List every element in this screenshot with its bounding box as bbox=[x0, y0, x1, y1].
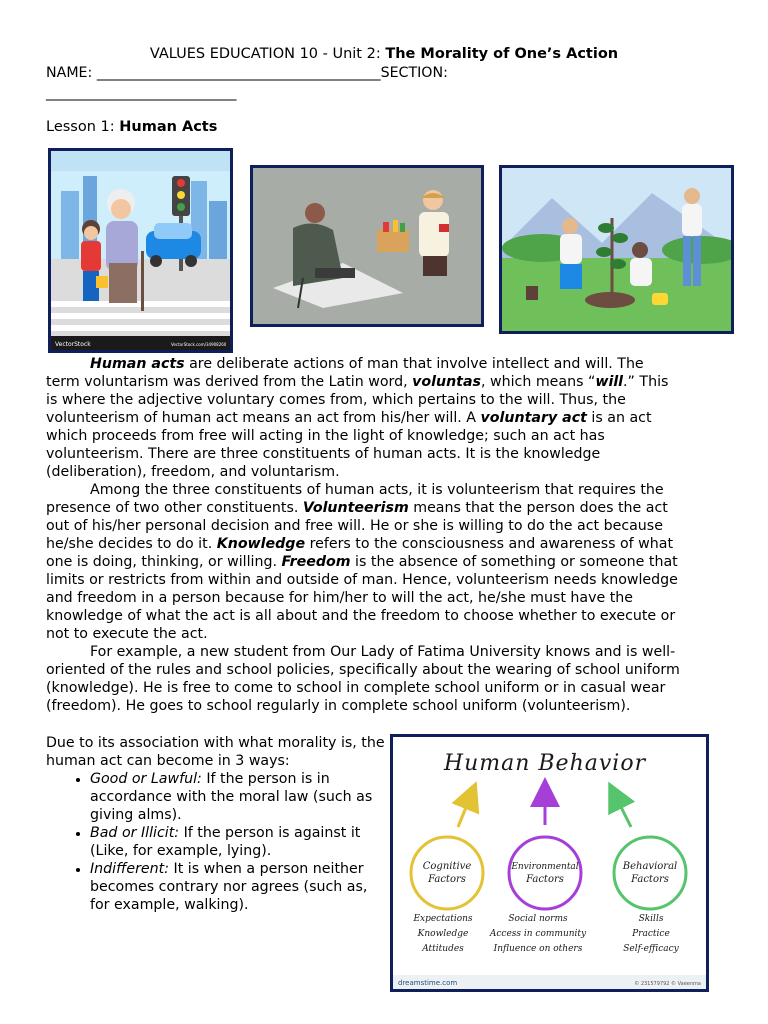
cognitive-item: Expectations bbox=[413, 914, 473, 924]
text: is the absence of something or someone that bbox=[350, 554, 678, 570]
term-knowledge: Knowledge bbox=[216, 536, 306, 552]
p3-line-2: oriented of the rules and school policies, specifically about the wearing of school uniform bbox=[46, 662, 680, 678]
text: is an act bbox=[586, 410, 652, 426]
p1-line-1 bbox=[90, 355, 644, 373]
p2-line-4 bbox=[46, 535, 673, 553]
p1-line-3: is where the adjective voluntary comes from, which pertains to the will. Thus, the bbox=[46, 392, 626, 408]
text: If the person is in accordance with the moral law (such as giving alms). bbox=[90, 771, 373, 823]
ways-section bbox=[46, 734, 391, 914]
unit-title: The Morality of One’s Action bbox=[385, 46, 619, 62]
course-label: VALUES EDUCATION 10 - Unit 2: bbox=[149, 46, 386, 62]
name-blank[interactable]: ________________________________________ bbox=[96, 65, 381, 81]
cognitive-item: Attitudes bbox=[422, 944, 464, 954]
ways-list bbox=[46, 770, 391, 914]
p2-line-3: out of his/her personal decision and free will. He or she is willing to do the act because bbox=[46, 518, 663, 534]
behavioral-item: Self-efficacy bbox=[623, 944, 679, 954]
image-giving-alms bbox=[250, 165, 484, 327]
p2-line-8: knowledge of what the act is all about and the freedom to choose whether to execute or bbox=[46, 608, 676, 624]
text: presence of two other constituents. bbox=[46, 500, 303, 516]
p2-line-7: and freedom in a person because for him/her to will the act, he/she must have the bbox=[46, 590, 634, 606]
behavioral-item: Skills bbox=[638, 914, 664, 924]
text: If the person is against it (Like, for example, lying). bbox=[90, 825, 361, 859]
text: refers to the consciousness and awareness of what bbox=[305, 536, 674, 552]
image-tree-planting bbox=[499, 165, 734, 334]
p2-line-1: Among the three constituents of human acts, it is volunteerism that requires the bbox=[90, 482, 664, 498]
environmental-label-2: Factors bbox=[526, 874, 564, 885]
term-freedom: Freedom bbox=[281, 554, 351, 570]
human-behavior-diagram bbox=[393, 737, 706, 989]
p1-line-5: which proceeds from free will acting in the light of knowledge; such an act has bbox=[46, 428, 605, 444]
ways-intro: Due to its association with what morality is, the human act can become in 3 ways: bbox=[46, 735, 385, 769]
diagram-title: Human Behavior bbox=[443, 751, 647, 776]
p1-line-7: (deliberation), freedom, and voluntarism. bbox=[46, 464, 340, 480]
cognitive-item: Knowledge bbox=[417, 929, 469, 939]
p2-line-2 bbox=[46, 499, 668, 517]
term-bad: Bad or Illicit: bbox=[90, 825, 180, 841]
list-item bbox=[90, 860, 391, 914]
text: are deliberate actions of man that involve intellect and will. The bbox=[184, 356, 644, 372]
p2-line-9: not to execute the act. bbox=[46, 626, 208, 642]
text: volunteerism of human act means an act from his/her will. A bbox=[46, 410, 481, 426]
term-good: Good or Lawful: bbox=[90, 771, 202, 787]
environmental-item: Influence on others bbox=[493, 944, 583, 954]
text: , which means “ bbox=[480, 374, 596, 390]
text: It is when a person neither becomes contrary nor agrees (such as, for example, walking). bbox=[90, 861, 368, 913]
text: he/she decides to do it. bbox=[46, 536, 217, 552]
term-human-acts: Human acts bbox=[90, 356, 185, 372]
section-blank[interactable]: ____________________________ bbox=[46, 85, 237, 101]
p1-line-4 bbox=[46, 409, 652, 427]
vectorstock-watermark: VectorStock bbox=[55, 341, 91, 348]
environmental-item: Social norms bbox=[508, 914, 568, 924]
list-item bbox=[90, 824, 391, 860]
document-title bbox=[0, 45, 768, 63]
dreamstime-watermark: dreamstime.com bbox=[398, 979, 458, 987]
behavioral-label-1: Behavioral bbox=[622, 861, 678, 872]
vectorstock-id: VectorStock.com/34908260 bbox=[171, 342, 227, 347]
text: .” This bbox=[623, 374, 669, 390]
name-line bbox=[46, 64, 448, 82]
section-label: SECTION: bbox=[380, 65, 448, 81]
term-voluntary-act: voluntary act bbox=[480, 410, 587, 426]
giving-illustration bbox=[253, 168, 481, 324]
p3-line-1: For example, a new student from Our Lady of Fatima University knows and is well- bbox=[90, 644, 676, 660]
term-will: will bbox=[595, 374, 624, 390]
p2-line-6: limits or restricts from within and outside of man. Hence, volunteerism needs knowledge bbox=[46, 572, 678, 588]
list-item bbox=[90, 770, 391, 824]
lesson-heading bbox=[46, 118, 217, 136]
name-label: NAME: bbox=[46, 65, 97, 81]
p3-line-4: (freedom). He goes to school regularly in complete school uniform (volunteerism). bbox=[46, 698, 631, 714]
p3-line-3: (knowledge). He is free to come to school in complete school uniform or in casual wear bbox=[46, 680, 666, 696]
behavioral-label-2: Factors bbox=[631, 874, 669, 885]
p1-line-2 bbox=[46, 373, 668, 391]
p1-line-6: volunteerism. There are three constituents of human acts. It is the knowledge bbox=[46, 446, 601, 462]
behavioral-item: Practice bbox=[632, 929, 670, 939]
cognitive-label-1: Cognitive bbox=[422, 861, 472, 872]
term-volunteerism: Volunteerism bbox=[302, 500, 409, 516]
environmental-label-1: Environmental bbox=[511, 862, 579, 872]
term-indifferent: Indifferent: bbox=[90, 861, 169, 877]
image-crosswalk bbox=[48, 148, 233, 353]
p2-line-5 bbox=[46, 553, 678, 571]
term-voluntas: voluntas bbox=[412, 374, 481, 390]
dreamstime-id: © 231579792 © Vaeenma bbox=[634, 981, 701, 987]
text: one is doing, thinking, or willing. bbox=[46, 554, 282, 570]
text: means that the person does the act bbox=[408, 500, 668, 516]
lesson-title: Human Acts bbox=[119, 119, 218, 135]
text: term voluntarism was derived from the Latin word, bbox=[46, 374, 413, 390]
lesson-prefix: Lesson 1: bbox=[46, 119, 120, 135]
planting-illustration bbox=[502, 168, 731, 331]
human-behavior-figure bbox=[390, 734, 709, 992]
environmental-item: Access in community bbox=[489, 929, 587, 939]
cognitive-label-2: Factors bbox=[428, 874, 466, 885]
crosswalk-illustration bbox=[51, 151, 230, 350]
